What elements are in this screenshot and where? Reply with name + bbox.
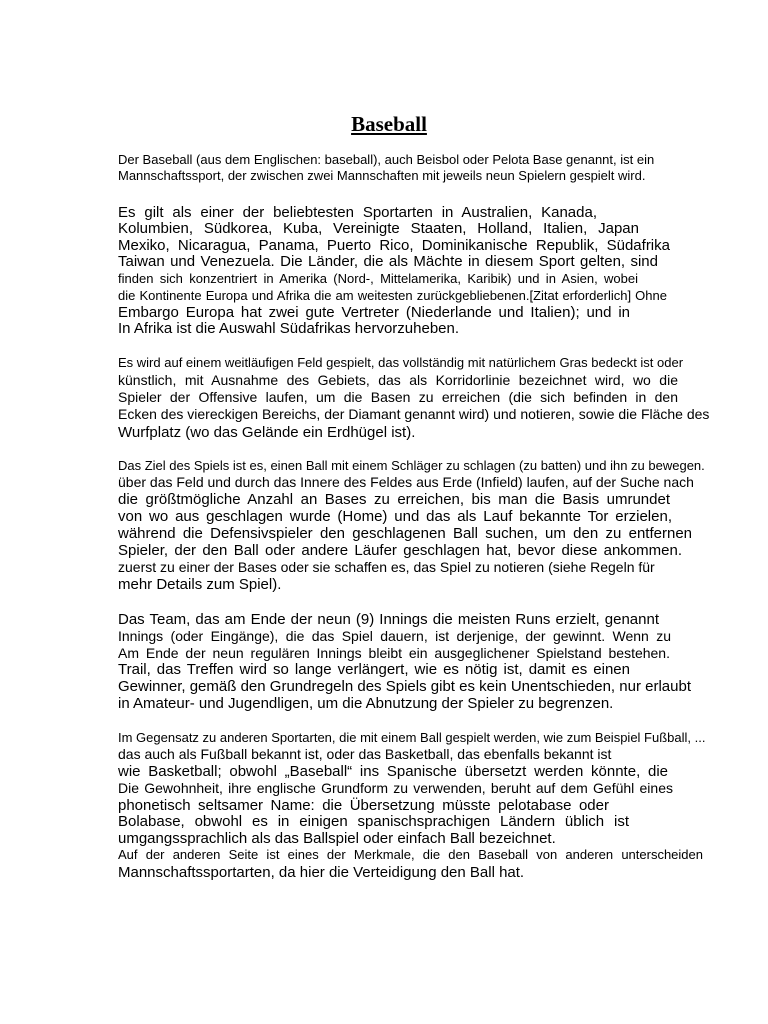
text-line: Bolabase, obwohl es in einigen spanischsprachigen Ländern üblich ist bbox=[118, 813, 629, 830]
text-line: die Kontinente Europa und Afrika die am weitesten zurückgebliebenen.[Zitat erforderlich] Ohne bbox=[118, 288, 667, 303]
text-line: Innings (oder Eingänge), die das Spiel dauern, ist derjenige, der gewinnt. Wenn zu bbox=[118, 628, 671, 644]
text-line: Spieler der Offensive laufen, um die Basen zu erreichen (die sich befinden in den bbox=[118, 389, 678, 405]
text-line: mehr Details zum Spiel). bbox=[118, 576, 282, 593]
text-line: Im Gegensatz zu anderen Sportarten, die mit einem Ball gespielt werden, wie zum Beispiel Fußball, ... bbox=[118, 730, 706, 745]
text-line: Am Ende der neun regulären Innings bleibt ein ausgeglichener Spielstand bestehen. bbox=[118, 645, 670, 661]
text-line: Spieler, der den Ball oder andere Läufer geschlagen hat, bevor diese ankommen. bbox=[118, 542, 682, 559]
text-line: zuerst zu einer der Bases oder sie schaffen es, das Spiel zu notieren (siehe Regeln für bbox=[118, 559, 655, 575]
text-line: umgangssprachlich als das Ballspiel oder einfach Ball bezeichnet. bbox=[118, 830, 556, 847]
text-line: finden sich konzentriert in Amerika (Nord-, Mittelamerika, Karibik) und in Asien, wobei bbox=[118, 271, 638, 286]
document-title: Baseball bbox=[351, 112, 427, 136]
text-line: während die Defensivspieler den geschlagenen Ball suchen, um den zu entfernen bbox=[118, 525, 692, 542]
text-line: Kolumbien, Südkorea, Kuba, Vereinigte Staaten, Holland, Italien, Japan bbox=[118, 220, 639, 237]
text-line: Auf der anderen Seite ist eines der Merkmale, die den Baseball von anderen unterscheiden bbox=[118, 847, 703, 862]
text-line: wie Basketball; obwohl „Baseball“ ins Spanische übersetzt werden könnte, die bbox=[118, 763, 668, 780]
text-line: In Afrika ist die Auswahl Südafrikas hervorzuheben. bbox=[118, 320, 460, 337]
text-line: künstlich, mit Ausnahme des Gebiets, das als Korridorlinie bezeichnet wird, wo die bbox=[118, 372, 678, 388]
text-line: Das Team, das am Ende der neun (9) Innings die meisten Runs erzielt, genannt bbox=[118, 611, 659, 628]
text-line: Das Ziel des Spiels ist es, einen Ball mit einem Schläger zu schlagen (zu batten) und ihn zu bewegen. bbox=[118, 458, 705, 473]
text-line: über das Feld und durch das Innere des Feldes aus Erde (Infield) laufen, auf der Suche nach bbox=[118, 474, 694, 490]
text-line: Wurfplatz (wo das Gelände ein Erdhügel ist). bbox=[118, 424, 416, 441]
text-line: phonetisch seltsamer Name: die Übersetzung müsste pelotabase oder bbox=[118, 797, 609, 814]
text-line: Der Baseball (aus dem Englischen: baseball), auch Beisbol oder Pelota Base genannt, ist ein bbox=[118, 152, 655, 167]
text-line: in Amateur- und Jugendligen, um die Abnutzung der Spieler zu begrenzen. bbox=[118, 695, 614, 712]
text-line: Ecken des viereckigen Bereichs, der Diamant genannt wird) und notieren, sowie die Fläche des bbox=[118, 406, 710, 422]
text-line: Gewinner, gemäß den Grundregeln des Spiels gibt es kein Unentschieden, nur erlaubt bbox=[118, 678, 691, 695]
text-line: Mannschaftssport, der zwischen zwei Mannschaften mit jeweils neun Spielern gespielt wird. bbox=[118, 168, 646, 183]
text-line: Mannschaftssportarten, da hier die Verteidigung den Ball hat. bbox=[118, 864, 525, 881]
text-line: von wo aus geschlagen wurde (Home) und das als Lauf bekannte Tor erzielen, bbox=[118, 508, 672, 525]
text-line: das auch als Fußball bekannt ist, oder das Basketball, das ebenfalls bekannt ist bbox=[118, 746, 612, 762]
text-line: Taiwan und Venezuela. Die Länder, die als Mächte in diesem Sport gelten, sind bbox=[118, 253, 658, 270]
text-line: Die Gewohnheit, ihre englische Grundform zu verwenden, beruht auf dem Gefühl eines bbox=[118, 780, 673, 796]
text-line: Mexiko, Nicaragua, Panama, Puerto Rico, Dominikanische Republik, Südafrika bbox=[118, 237, 670, 254]
text-line: die größtmögliche Anzahl an Bases zu erreichen, bis man die Basis umrundet bbox=[118, 491, 670, 508]
text-line: Trail, das Treffen wird so lange verlängert, wie es nötig ist, damit es einen bbox=[118, 661, 630, 678]
text-line: Es wird auf einem weitläufigen Feld gespielt, das vollständig mit natürlichem Gras bedeckt ist oder bbox=[118, 355, 684, 370]
text-line: Es gilt als einer der beliebtesten Sportarten in Australien, Kanada, bbox=[118, 204, 597, 221]
text-line: Embargo Europa hat zwei gute Vertreter (Niederlande und Italien); und in bbox=[118, 304, 630, 321]
